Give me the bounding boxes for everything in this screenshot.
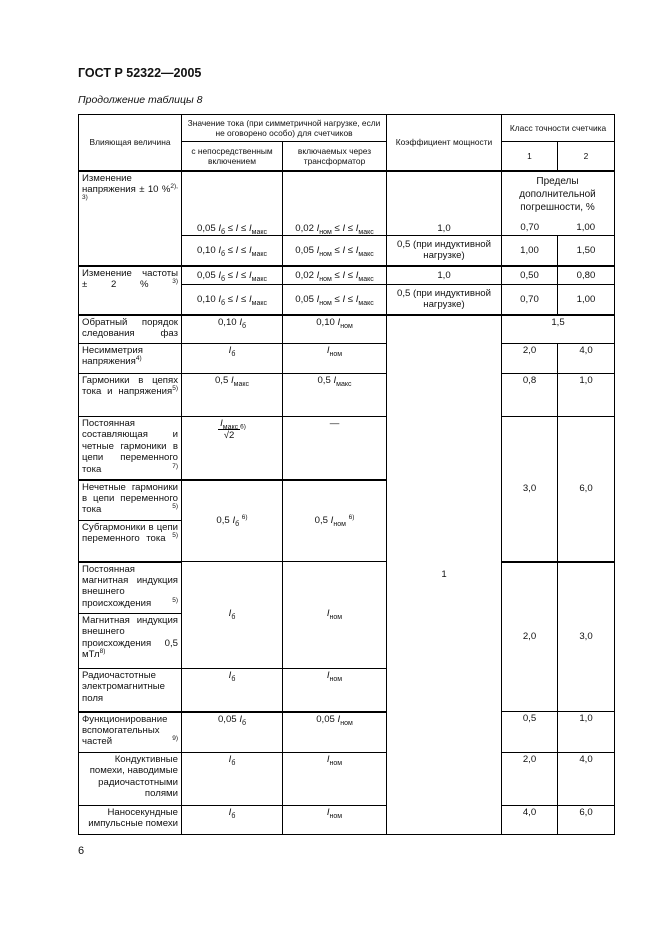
cell-current-transformer: 0,05 $I_{ном} \le I \le I_{макс}$ (283, 285, 387, 315)
cell-class2: 0,80 (558, 266, 615, 285)
cell-class1: 2,0 (502, 344, 558, 374)
cell-class2: 1,0 (558, 712, 615, 753)
cell-current-direct: 0,05 $I_б$ (182, 712, 283, 753)
cell-class1: 2,0 (502, 562, 558, 712)
row-rf-fields: Радиочастотные электромагнитные поля (79, 669, 182, 712)
cell-class1: 0,70 (502, 285, 558, 315)
cell-current-transformer: 0,05 $I_{ном}$ (283, 712, 387, 753)
cell-current-direct: 0,05 $I_б \le I \le I_{макс}$ (182, 266, 283, 285)
row-harmonics: Гармоники в цепях тока и напряжения$^{5)}$ (79, 374, 182, 417)
row-aux-parts: Функционирование вспомогательных частей $^{9)}$ (79, 712, 182, 753)
cell-current-direct: $I_б$ (182, 562, 283, 669)
cell-class-both: 1,5 (502, 315, 615, 344)
cell-class2: 6,0 (558, 806, 615, 835)
cell-current-direct: $I_б$ (182, 669, 283, 712)
cell-class1: 0,8 (502, 374, 558, 417)
cell-current-direct: 0,10 $I_б$ (182, 315, 283, 344)
cell-current-transformer: $I_{ном}$ (283, 344, 387, 374)
row-voltage-change: Изменение напряжения ± 10 %$^{2), 3)}$ (79, 171, 182, 266)
header-current: Значение тока (при симметричной нагрузке, если не оговорено особо) для счетчиков (182, 115, 387, 142)
document-code: ГОСТ Р 52322—2005 (78, 66, 202, 80)
cell-power-factor-group: 1 (387, 315, 502, 835)
cell-class1: 0,5 (502, 712, 558, 753)
cell-class1: 0,50 (502, 266, 558, 285)
cell-current-direct: $\frac{I_{макс}}{√2}$ $^{6)}$ (182, 417, 283, 480)
fraction-imax-sqrt2: $\frac{I_{макс}}{√2}$ (220, 418, 239, 442)
cell-current-transformer: 0,02 $I_{ном} \le I \le I_{макс}$ (283, 266, 387, 285)
cell-class2: 1,00 (558, 285, 615, 315)
row-subharmonics: Субгармоники в цепи переменного тока $^{5)}$ (79, 521, 182, 562)
header-accuracy-class: Класс точности счетчика (502, 115, 615, 142)
row-dc-magnetic: Постоянная магнитная индукция внешнего происхождения $^{5)}$ (79, 562, 182, 614)
page-number: 6 (78, 845, 85, 857)
header-direct: с непосредственным включением (182, 142, 283, 171)
cell-current-transformer: 0,05 $I_{ном} \le I \le I_{макс}$ (283, 236, 387, 266)
cell-class1: 4,0 (502, 806, 558, 835)
row-frequency-change: Изменение частоты ± 2 % $^{3)}$ (79, 266, 182, 315)
row-odd-harmonics: Нечетные гармоники в цепи переменного тока $^{5)}$ (79, 480, 182, 521)
cell-power-factor: 0,5 (при индуктивной нагрузке) (387, 285, 502, 315)
cell-current-transformer: $I_{ном}$ (283, 562, 387, 669)
row-dc-component: Постоянная составляющая и четные гармоники в цепи переменного тока $^{7)}$ (79, 417, 182, 480)
cell-current-direct: 0,10 $I_б \le I \le I_{макс}$ (182, 236, 283, 266)
cell-class2: 1,00 (558, 171, 615, 236)
cell-current-direct: 0,5 $I_{макс}$ (182, 374, 283, 417)
table-continuation-caption: Продолжение таблицы 8 (78, 94, 203, 106)
row-nanosecond: Наносекундные импульсные помехи (79, 806, 182, 835)
header-class-2: 2 (558, 142, 615, 171)
header-power-factor: Коэффициент мощности (387, 115, 502, 171)
cell-current-transformer: 0,5 $I_{макс}$ (283, 374, 387, 417)
header-transformer: включаемых через трансформатор (283, 142, 387, 171)
accuracy-table (78, 114, 615, 835)
header-influence: Влияющая величина (79, 115, 182, 171)
cell-power-factor: 0,5 (при индуктивной нагрузке) (387, 236, 502, 266)
row-reverse-phase: Обратный порядок следования фаз (79, 315, 182, 344)
cell-current-transformer: 0,02 $I_{ном} \le I \le I_{макс}$ (283, 171, 387, 236)
cell-class2: 1,0 (558, 374, 615, 417)
cell-class2: 3,0 (558, 562, 615, 712)
cell-class1: 3,0 (502, 417, 558, 562)
cell-current-transformer: $I_{ном}$ (283, 669, 387, 712)
cell-current-transformer: — (283, 417, 387, 480)
cell-current-direct: $I_б$ (182, 806, 283, 835)
cell-class2: 6,0 (558, 417, 615, 562)
cell-current-direct: 0,5 $I_б$ $^{6)}$ (182, 480, 283, 562)
cell-current-transformer: 0,5 $I_{ном}$ $^{6)}$ (283, 480, 387, 562)
cell-class2: 4,0 (558, 753, 615, 806)
row-ac-magnetic: Магнитная индукция внешнего происхождения 0,5 мТл$^{8)}$ (79, 614, 182, 669)
row-unbalance: Несимметрия напряжения$^{4)}$ (79, 344, 182, 374)
cell-class1: 1,00 (502, 236, 558, 266)
row-conducted: Кондуктивные помехи, наводимые радиочастотными полями (79, 753, 182, 806)
cell-class2: 4,0 (558, 344, 615, 374)
cell-current-direct: 0,05 $I_б \le I \le I_{макс}$ (182, 171, 283, 236)
cell-class2: 1,50 (558, 236, 615, 266)
cell-current-direct: $I_б$ (182, 753, 283, 806)
cell-power-factor: 1,0 (387, 171, 502, 236)
limits-label: Пределы дополнительной погрешности, % (519, 175, 596, 213)
cell-current-transformer: $I_{ном}$ (283, 753, 387, 806)
header-class-1: 1 (502, 142, 558, 171)
cell-current-transformer: $I_{ном}$ (283, 806, 387, 835)
cell-current-direct: $I_б$ (182, 344, 283, 374)
cell-current-transformer: 0,10 $I_{ном}$ (283, 315, 387, 344)
cell-class1: 2,0 (502, 753, 558, 806)
cell-class1: Пределы дополнительной погрешности, % 0,70 (502, 171, 558, 236)
cell-power-factor: 1,0 (387, 266, 502, 285)
cell-current-direct: 0,10 $I_б \le I \le I_{макс}$ (182, 285, 283, 315)
